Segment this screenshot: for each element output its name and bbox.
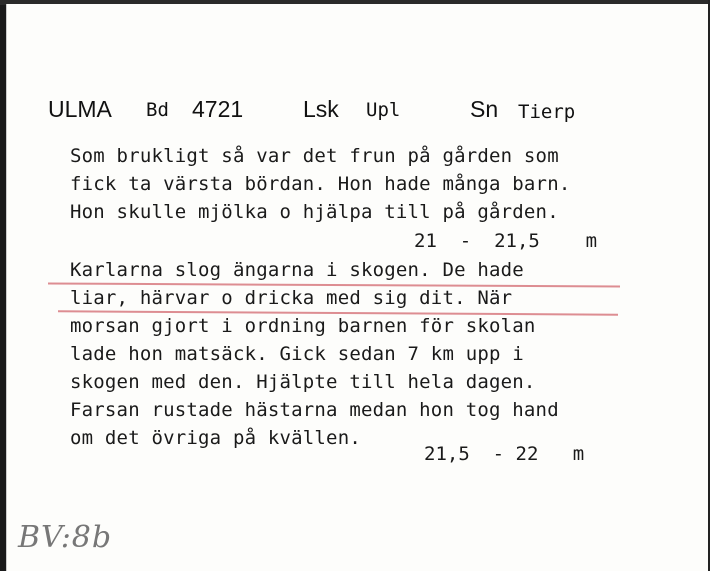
county-label: Lsk: [303, 96, 339, 122]
parish-name: Tierp: [518, 101, 576, 123]
record-number: 4721: [192, 96, 244, 122]
text-line: Hon skulle mjölka o hjälpa till på gården.: [70, 201, 559, 223]
handwritten-signature: BV:8b: [18, 520, 113, 555]
text-line: fick ta värsta bördan. Hon hade många barn.: [70, 173, 571, 195]
text-line: om det övriga på kvällen.: [70, 427, 361, 449]
archive-code: ULMA: [48, 96, 112, 122]
measurement-2: 21,5 - 22 m: [424, 443, 585, 465]
card-right-edge: [708, 0, 728, 571]
text-line: Karlarna slog ängarna i skogen. De hade: [70, 259, 524, 281]
text-line: morsan gjort i ordning barnen för skolan: [70, 315, 536, 337]
county-name: Upl: [366, 99, 401, 121]
text-line: Som brukligt så var det frun på gården som: [70, 145, 559, 167]
text-line: Farsan rustade hästarna medan hon tog hand: [70, 399, 559, 421]
text-line: liar, härvar o dricka med sig dit. När: [70, 287, 513, 309]
text-line: skogen med den. Hjälpte till hela dagen.: [70, 371, 536, 393]
measurement-1: 21 - 21,5 m: [414, 230, 598, 252]
text-line: lade hon matsäck. Gick sedan 7 km upp i: [70, 343, 524, 365]
record-label: Bd: [146, 99, 169, 121]
parish-label: Sn: [470, 96, 499, 122]
